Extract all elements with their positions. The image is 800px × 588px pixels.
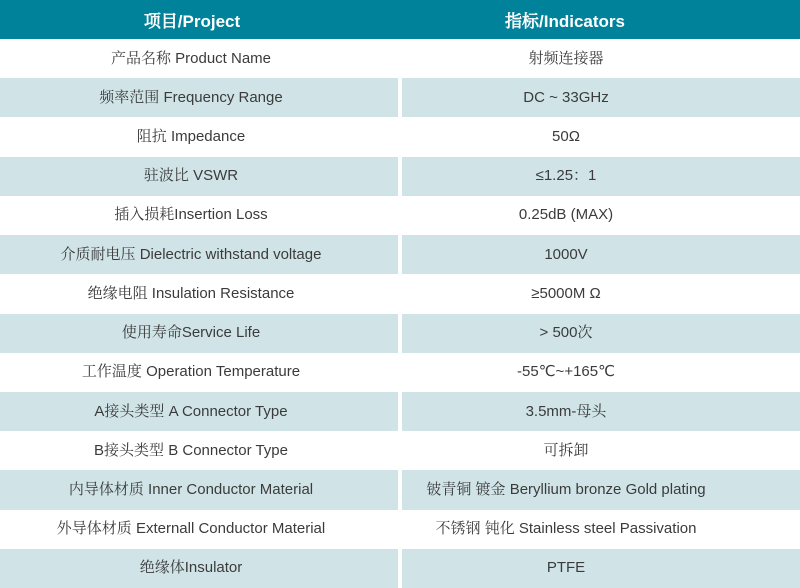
project-cell: 内导体材质 Inner Conductor Material: [0, 470, 398, 509]
indicator-cell: 0.25dB (MAX): [402, 196, 800, 235]
indicator-cell: 可拆卸: [402, 431, 800, 470]
table-row: [0, 157, 800, 196]
project-cell: 使用寿命Service Life: [0, 314, 398, 353]
header-project: 项目/Project: [143, 12, 241, 31]
project-cell: 绝缘电阻 Insulation Resistance: [0, 274, 398, 313]
project-cell: 驻波比 VSWR: [0, 157, 398, 196]
table-header-row: [0, 0, 800, 39]
indicator-cell: DC ~ 33GHz: [402, 78, 800, 117]
project-cell: 产品名称 Product Name: [0, 39, 398, 78]
project-cell: A接头类型 A Connector Type: [0, 392, 398, 431]
table-row: [0, 39, 800, 78]
project-cell: 介质耐电压 Dielectric withstand voltage: [0, 235, 398, 274]
table-row: [0, 392, 800, 431]
indicator-cell: ≥5000M Ω: [402, 274, 800, 313]
table-row: [0, 470, 800, 509]
indicator-cell: 1000V: [402, 235, 800, 274]
project-cell: B接头类型 B Connector Type: [0, 431, 398, 470]
table-body: [0, 39, 800, 588]
table-row: [0, 78, 800, 117]
table-row: [0, 117, 800, 156]
indicator-cell: PTFE: [402, 549, 800, 588]
indicator-cell: 铍青铜 镀金 Beryllium bronze Gold plating: [402, 470, 800, 509]
indicator-cell: 射频连接器: [402, 39, 800, 78]
table-row: [0, 510, 800, 549]
table-row: [0, 549, 800, 588]
table-row: [0, 431, 800, 470]
table-row: [0, 196, 800, 235]
table-row: [0, 274, 800, 313]
project-cell: 阻抗 Impedance: [0, 117, 398, 156]
project-cell: 插入损耗Insertion Loss: [0, 196, 398, 235]
project-cell: 工作温度 Operation Temperature: [0, 353, 398, 392]
indicator-cell: -55℃~+165℃: [402, 353, 800, 392]
project-cell: 外导体材质 Externall Conductor Material: [0, 510, 398, 549]
project-cell: 频率范围 Frequency Range: [0, 78, 398, 117]
table-row: [0, 235, 800, 274]
table-row: [0, 314, 800, 353]
project-cell: 绝缘体Insulator: [0, 549, 398, 588]
table-row: [0, 353, 800, 392]
header-indicators: 指标/Indicators: [505, 12, 625, 31]
indicator-cell: 3.5mm-母头: [402, 392, 800, 431]
indicator-cell: 50Ω: [402, 117, 800, 156]
indicator-cell: ≤1.25：1: [402, 157, 800, 196]
indicator-cell: 不锈钢 钝化 Stainless steel Passivation: [402, 510, 800, 549]
indicator-cell: > 500次: [402, 314, 800, 353]
